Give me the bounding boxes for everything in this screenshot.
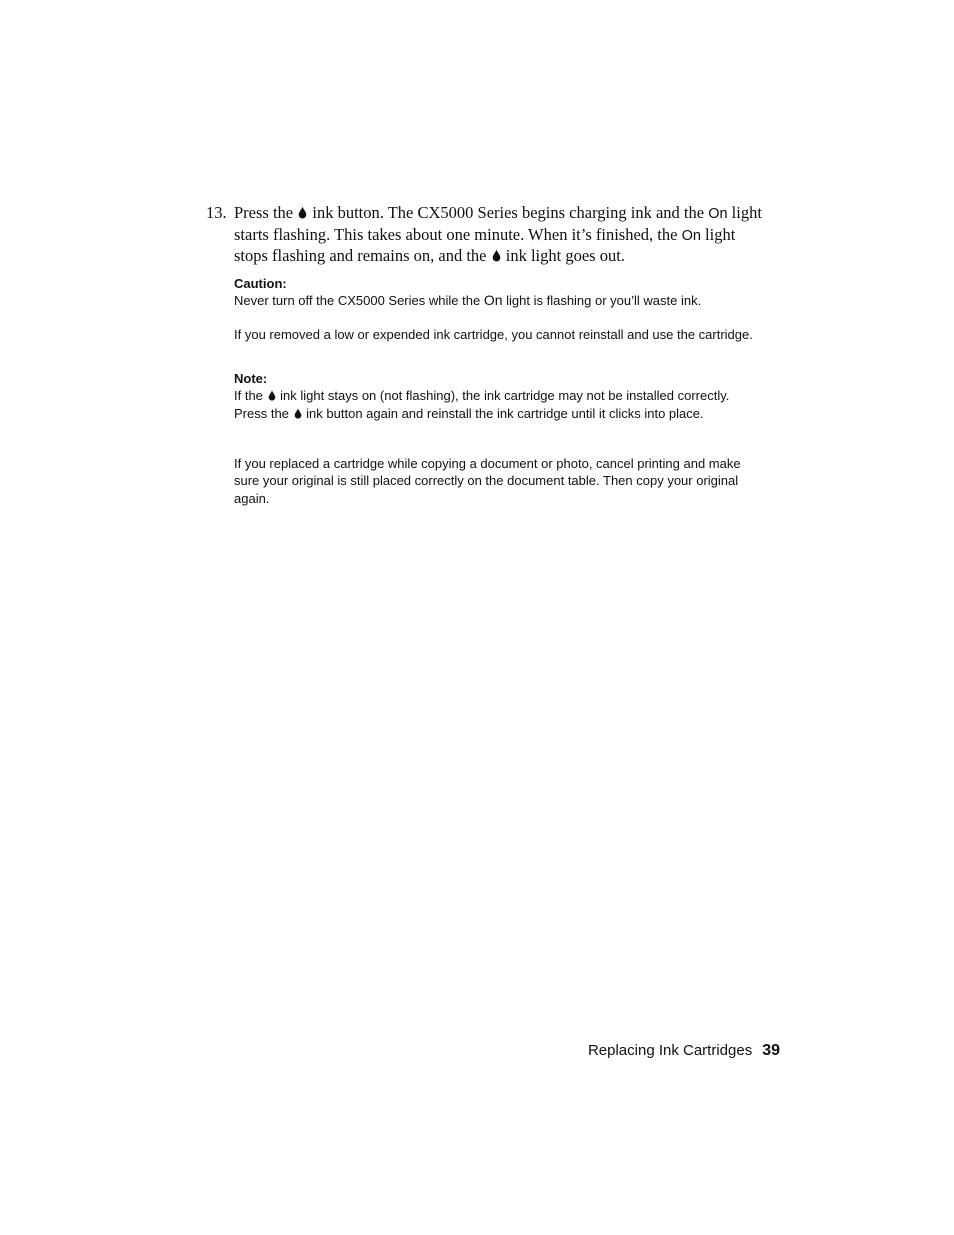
- note-paragraph-2: If you replaced a cartridge while copying a document or photo, cancel printing and make sure your original is still placed correctly on the document table. Then copy your original again.: [234, 456, 741, 506]
- step-text-part-5: ink light goes out.: [505, 246, 625, 266]
- caution-text-part-1: Never turn off the CX5000 Series while the: [234, 293, 481, 309]
- ink-drop-icon: [268, 390, 276, 401]
- caution-text-part-2: light is flashing or you’ll waste ink.: [506, 293, 702, 309]
- ink-drop-icon: [294, 408, 302, 419]
- page-number: 39: [762, 1042, 780, 1059]
- on-light-label: On: [483, 292, 503, 309]
- page-footer: [588, 1042, 780, 1060]
- step-number: 13.: [206, 203, 227, 222]
- on-light-label: On: [708, 206, 728, 222]
- caution-heading: Caution:: [234, 276, 287, 291]
- note-heading: Note:: [234, 371, 268, 386]
- step-text-part-1: Press the: [234, 203, 294, 222]
- note-text-part-3: ink button again and reinstall the ink cartridge until it clicks into place.: [306, 405, 704, 421]
- on-light-label: On: [681, 227, 701, 244]
- step-text-part-3: light starts flashing. This takes about one minute. When it’s finished, the: [234, 203, 762, 244]
- ink-drop-icon: [298, 206, 307, 219]
- step-text-part-2: ink button. The CX5000 Series begins charging ink and the: [312, 203, 705, 222]
- step-text-part-4: light stops flashing and remains on, and the: [234, 224, 736, 266]
- note-text-part-1: If the: [234, 388, 263, 404]
- footer-section-title: Replacing Ink Cartridges: [587, 1042, 753, 1059]
- step-text: [234, 203, 764, 267]
- caution-block: [234, 275, 754, 310]
- caution-text: [234, 292, 754, 309]
- caution-paragraph-2: If you removed a low or expended ink cartridge, you cannot reinstall and use the cartridge.: [234, 327, 753, 342]
- note-text-part-2: ink light stays on (not flashing), the ink cartridge may not be installed correctly. Press the: [234, 388, 730, 421]
- note-block: [234, 370, 754, 422]
- note-text: [234, 387, 754, 422]
- ink-drop-icon: [492, 249, 501, 262]
